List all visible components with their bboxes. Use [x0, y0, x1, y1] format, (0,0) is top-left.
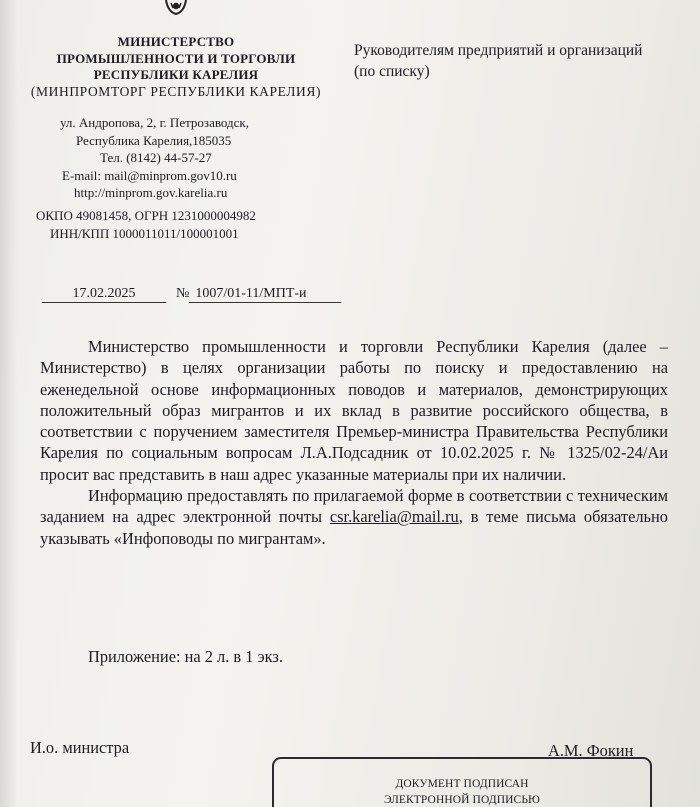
letter-body: [40, 336, 668, 549]
phone: Тел. (8142) 44-57-27: [100, 150, 212, 165]
ministry-line: МИНИСТЕРСТВО: [117, 34, 235, 49]
signer-name: А.М. Фокин: [548, 741, 634, 760]
paragraph-text: , в теме письма обязательно указывать «Инфоповоды по мигрантам».: [40, 507, 668, 548]
website: http://minprom.gov.karelia.ru: [74, 185, 228, 200]
letter-number: 1007/01-11/МПТ-и: [189, 286, 341, 303]
registration-line: [42, 286, 341, 303]
ministry-header: [6, 34, 346, 100]
letter-date: 17.02.2025: [42, 286, 166, 303]
ministry-short-name: (МИНПРОМТОРГ РЕСПУБЛИКИ КАРЕЛИЯ): [30, 83, 322, 99]
email-link[interactable]: csr.karelia@mail.ru: [329, 507, 459, 527]
email: E-mail: mail@minprom.gov10.ru: [62, 167, 237, 183]
stamp-line: ДОКУМЕНТ ПОДПИСАН: [395, 778, 529, 790]
sender-contacts: [60, 114, 320, 202]
address-line: ул. Андропова, 2, г. Петрозаводск,: [60, 115, 249, 130]
ministry-line: ПРОМЫШЛЕННОСТИ И ТОРГОВЛИ: [56, 50, 296, 66]
address-line: Республика Карелия,185035: [76, 132, 232, 148]
stamp-line: ЭЛЕКТРОННОЙ ПОДПИСЬЮ: [384, 794, 540, 806]
addressee: Руководителям предприятий и организаций (по списку): [354, 42, 643, 80]
sender-codes: [36, 207, 256, 242]
signer-title: И.о. министра: [30, 738, 130, 757]
body-paragraph: Министерство промышленности и торговли Республики Карелия (далее – Министерство) в целях организации работы по поиску и предоставлению на еженедельной основе информационных поводов и материалов, демонстрирующих положительный образ мигрантов и их вклад в развитие российского общества, в соответствии с поручением заместителя Премьер-министра Правительства Республики Карелия по социальным вопросам Л.А.Подсадник от 10.02.2025 г. № 1325/02-24/Аи просит вас представить в наш адрес указанные материалы при их наличии.: [40, 337, 668, 484]
attachment-note: Приложение: на 2 л. в 1 экз.: [88, 647, 283, 666]
inn-kpp: ИНН/КПП 1000011011/100001001: [50, 225, 239, 241]
number-label: №: [176, 286, 190, 301]
page-shadow: [0, 0, 18, 807]
okpo-ogrn: ОКПО 49081458, ОГРН 1231000004982: [36, 208, 256, 223]
ministry-line: РЕСПУБЛИКИ КАРЕЛИЯ: [93, 67, 259, 82]
body-paragraph: [40, 485, 668, 549]
stamp-text: [274, 776, 650, 807]
coat-of-arms-icon: [162, 0, 190, 16]
e-signature-stamp: [272, 757, 652, 807]
paragraph-text: Информацию предоставлять по прилагаемой форме в соответствии с техническим заданием на адрес электронной почты: [40, 486, 668, 527]
